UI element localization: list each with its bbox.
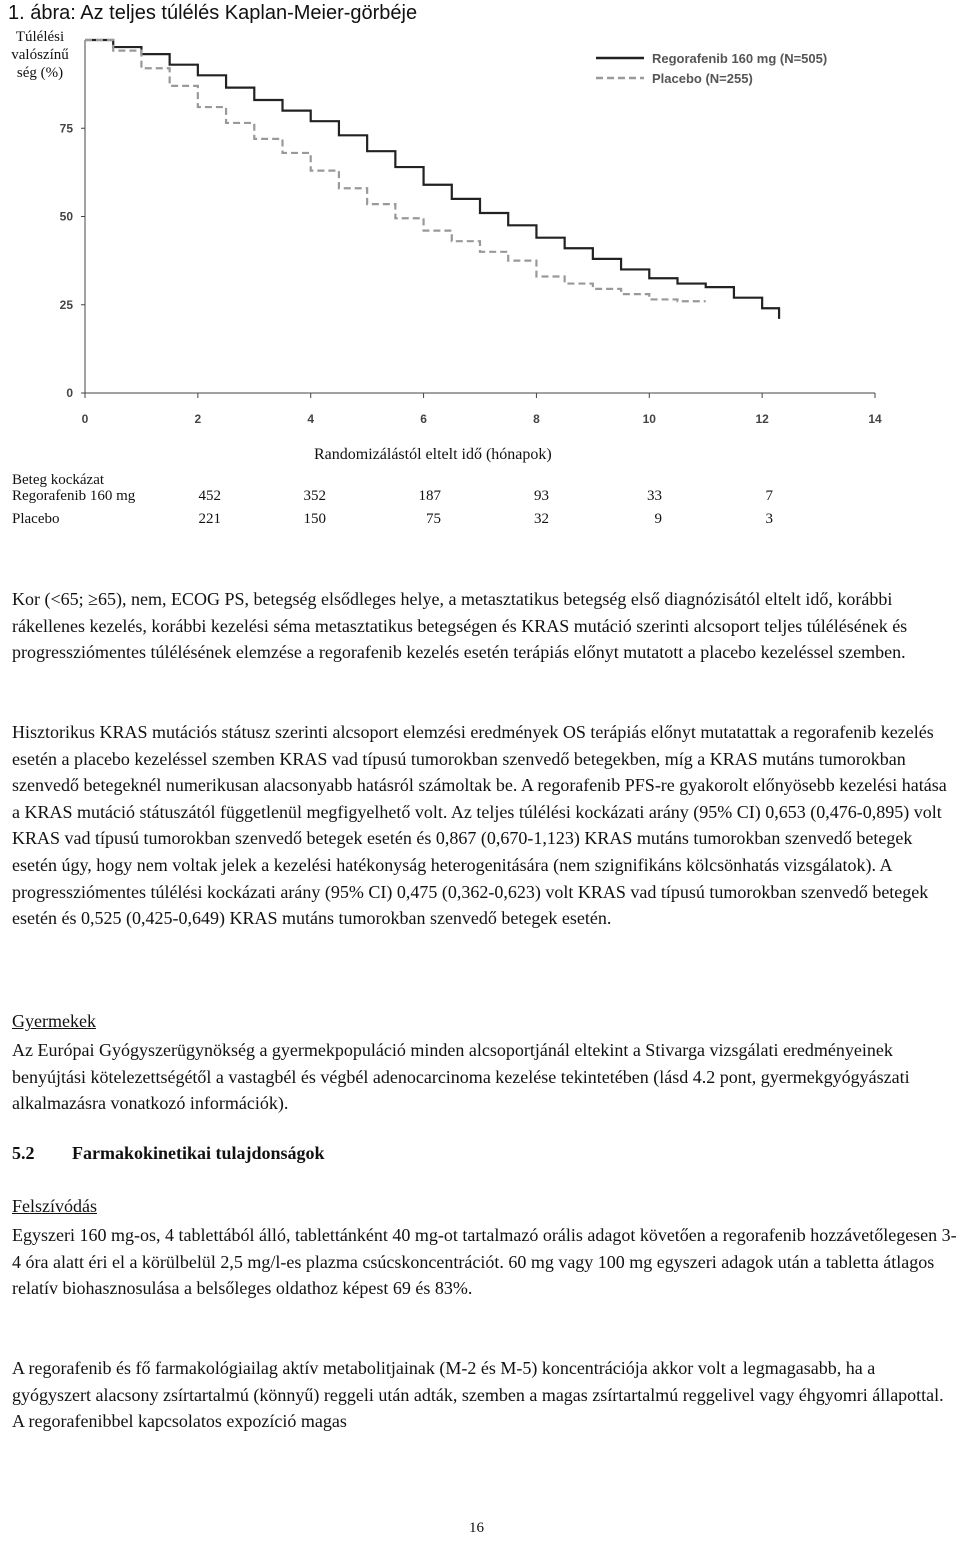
risk-value: 3 (765, 511, 773, 527)
risk-value: 452 (198, 488, 221, 504)
risk-table-header: Beteg kockázat (12, 472, 105, 488)
risk-value: 150 (303, 511, 326, 527)
x-tick-label: 10 (642, 412, 656, 426)
chart-axes (85, 40, 875, 393)
x-tick-label: 2 (194, 412, 202, 426)
risk-value: 33 (647, 488, 662, 504)
risk-value: 352 (303, 488, 326, 504)
y-axis-label-line: Túlélési (15, 29, 65, 45)
x-tick-label: 4 (307, 412, 315, 426)
risk-value: 75 (426, 511, 441, 527)
y-tick-label: 50 (59, 209, 73, 224)
risk-value: 93 (534, 488, 549, 504)
x-axis-title: Randomizálástól eltelt idő (hónapok) (314, 446, 552, 463)
paragraph-pediatric: Az Európai Gyógyszerügynökség a gyermekpopuláció minden alcsoportjánál eltekint a Stivarga vizsgálati eredményeinek benyújtási kötelezettségétől a vastagbél és végbél adenocarcinoma kezelése tekintetében (lásd 4.2 pont, gyermekgyógyászati alkalmazásra vonatkozó információk). (12, 1040, 910, 1114)
risk-row-label: Placebo (12, 511, 60, 527)
page-number: 16 (469, 1520, 484, 1536)
risk-value: 9 (654, 511, 662, 527)
chart-legend (596, 51, 827, 86)
legend-label: Placebo (N=255) (652, 71, 753, 86)
x-tick-label: 0 (81, 412, 89, 426)
x-tick-label: 8 (533, 412, 540, 426)
risk-value: 221 (198, 511, 221, 527)
chart-ticks (60, 121, 882, 426)
y-axis-label-line: valószínű (11, 47, 69, 63)
paragraph-subgroup-analysis: Kor (<65; ≥65), nem, ECOG PS, betegség elsődleges helye, a metasztatikus betegség első diagnózisától eltelt idő, korábbi rákellenes kezelés, korábbi kezelési séma metasztatikus betegségen és KRAS mutáció szerinti alcsoport teljes túlélésének és progressziómentes túlélésének elemzése a regorafenib kezelés esetén terápiás előnyt mutatott a placebo kezeléssel szemben. (12, 589, 908, 663)
heading-felszivodas: Felszívódás (12, 1196, 97, 1216)
paragraph-food-effect: A regorafenib és fő farmakológiailag aktív metabolitjainak (M-2 és M-5) koncentrációja akkor volt a legmagasabb, ha a gyógyszert alacsony zsírtartalmú (könnyű) reggeli után adták, szemben a magas zsírtartalmú reggelivel vagy éhgyomri állapottal. A regorafenibbel kapcsolatos expozíció magas (12, 1358, 944, 1432)
section-number: 5.2 (12, 1143, 35, 1163)
section-title: Farmakokinetikai tulajdonságok (72, 1143, 325, 1163)
km-chart (30, 30, 900, 440)
risk-row-label: Regorafenib 160 mg (12, 488, 136, 504)
y-tick-label: 0 (66, 386, 73, 400)
figure-title: 1. ábra: Az teljes túlélés Kaplan-Meier-görbéje (8, 2, 418, 24)
paragraph-absorption: Egyszeri 160 mg-os, 4 tablettából álló, tablettánként 40 mg-ot tartalmazó orális adagot követően a regorafenib hozzávetőlegesen 3-4 óra alatt éri el a körülbelül 2,5 mg/l-es plazma csúcskoncentrációt. 60 mg vagy 100 mg egyszeri adagok után a tabletta átlagos relatív biohasznosulása a belsőleges oldathoz képest 69 és 83%. (12, 1225, 957, 1299)
x-tick-label: 12 (755, 412, 769, 426)
x-tick-label: 6 (420, 412, 427, 426)
heading-gyermekek: Gyermekek (12, 1011, 96, 1031)
risk-value: 187 (418, 488, 441, 504)
y-tick-label: 75 (59, 121, 73, 136)
x-tick-label: 14 (868, 412, 882, 426)
risk-value: 32 (534, 511, 549, 527)
y-axis-label-line: ség (%) (16, 65, 64, 81)
y-tick-label: 25 (59, 297, 73, 312)
paragraph-kras-analysis: Hisztorikus KRAS mutációs státusz szerinti alcsoport elemzési eredmények OS terápiás előnyt mutatattak a regorafenib kezelés esetén a placebo kezeléssel szemben KRAS vad típusú tumorokban szenvedő betegekben, míg a KRAS mutáns tumorokban szenvedő betegeknél numerikusan alacsonyabb hatásról számoltak be. A regorafenib PFS-re gyakorolt előnyösebb kezelési hatása a KRAS mutáció státuszától függetlenül megfigyelhető volt. Az teljes túlélési kockázati arány (95% CI) 0,653 (0,476-0,895) volt KRAS vad típusú tumorokban szenvedő betegek esetén és 0,867 (0,670-1,123) KRAS mutáns tumorokban szenvedő betegek esetén úgy, hogy nem voltak jelek a kezelési hatékonyság heterogenitására (nem szignifikáns kölcsönhatás vizsgálatok). A progressziómentes túlélési kockázati arány (95% CI) 0,475 (0,362-0,623) volt KRAS vad típusú tumorokban szenvedő betegek esetén és 0,525 (0,425-0,649) KRAS mutáns tumorokban szenvedő betegek esetén. (12, 722, 947, 929)
risk-value: 7 (765, 488, 773, 504)
legend-label: Regorafenib 160 mg (N=505) (652, 51, 828, 66)
